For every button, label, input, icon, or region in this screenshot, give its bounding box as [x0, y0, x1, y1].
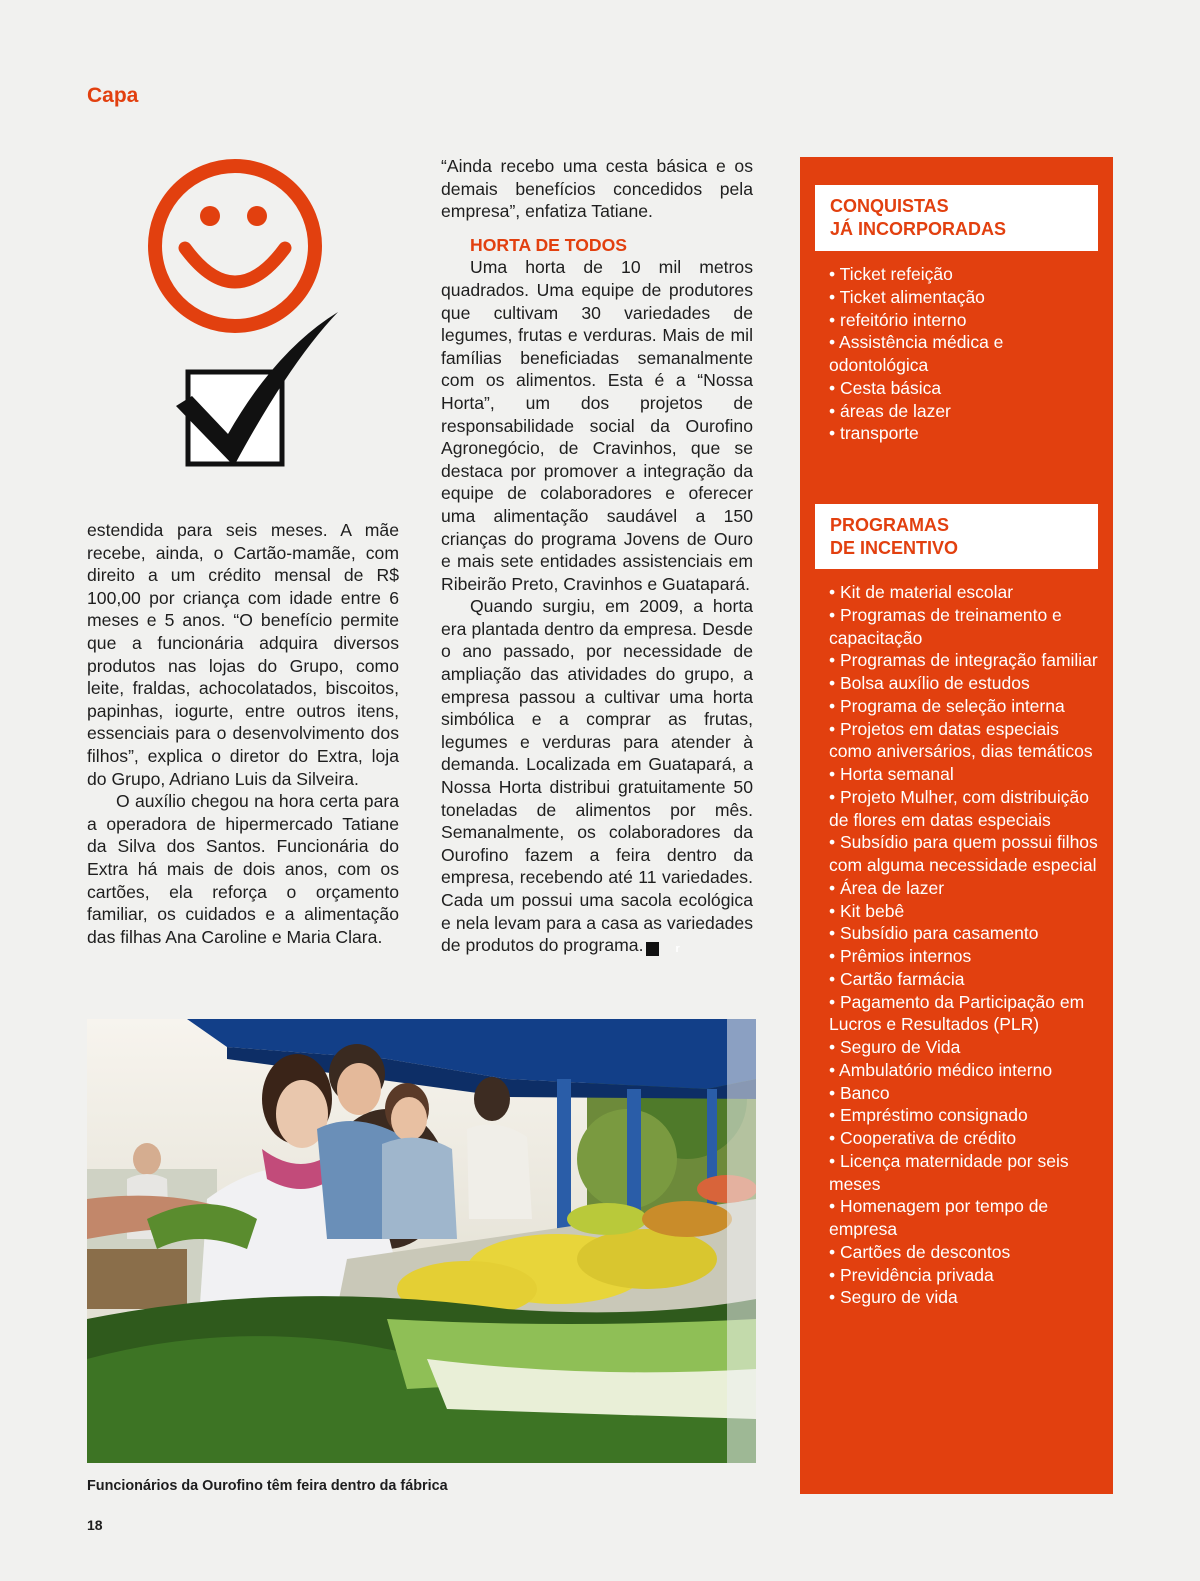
list-item: • Kit de material escolar [829, 582, 1014, 602]
sidebar-box-title [815, 504, 1098, 569]
paragraph: Uma horta de 10 mil metros quadrados. Uma equipe de produtores que cultivam 30 variedades de legumes, frutas e verduras. Mais de mil famílias beneficiadas semanalmente com os alimentos. Esta é a “Nossa Horta”, um dos projetos de responsabilidade social da Ourofino Agronegócio, de Cravinhos, que se destaca por promover a integração da equipe de colaboradores e oferecer uma alimentação saudável a 150 crianças do programa Jovens de Ouro e mais sete entidades assistenciais em Ribeirão Preto, Cravinhos e Guatapará. [441, 257, 753, 594]
list-item: • transporte [829, 423, 919, 444]
list-item: • Cartões de descontos [829, 1241, 1011, 1262]
market-photo-illustration [87, 1019, 756, 1463]
list-item: • Previdência privada [829, 1264, 994, 1285]
paragraph [441, 595, 753, 957]
list-item: • Programas de treinamento e capacitação [829, 604, 1062, 648]
end-of-article-icon: r [646, 942, 659, 956]
list-item: • Prêmios internos [829, 946, 972, 966]
list-item: • Projetos em datas especiais como aniversários, dias temáticos [829, 718, 1093, 762]
sidebar-box-title [815, 185, 1098, 251]
paragraph: O auxílio chegou na hora certa para a operadora de hipermercado Tatiane da Silva dos Santos. Funcionária do Extra há mais de dois anos, com os cartões, ela reforça o orçamento familiar, os cuidados e a alimentação das filhas Ana Caroline e Maria Clara. [87, 791, 399, 947]
section-label: Capa [87, 84, 139, 107]
list-item: • Área de lazer [829, 877, 945, 898]
market-photo [87, 1019, 756, 1463]
list-item: • Empréstimo consignado [829, 1105, 1028, 1126]
title-line: DE INCENTIVO [830, 538, 959, 558]
smiley-face-icon [145, 156, 325, 336]
sidebar-benefits [800, 157, 1113, 1494]
list-item: • Subsídio para quem possui filhos com alguma necessidade especial [829, 832, 1098, 875]
list-item: • Ambulatório médico interno [829, 1059, 1053, 1080]
list-item: • refeitório interno [829, 309, 967, 330]
list-item: • Licença maternidade por seis meses [829, 1150, 1069, 1194]
subheading: HORTA DE TODOS [470, 234, 628, 255]
list-item: • Cartão farmácia [829, 968, 965, 989]
list-item: • Seguro de Vida [829, 1037, 961, 1057]
list-item: • Bolsa auxílio de estudos [829, 673, 1030, 693]
list-item: • Pagamento da Participação em Lucros e Resultados (PLR) [829, 991, 1085, 1035]
list-item: • Programas de integração familiar [829, 650, 1098, 671]
checkmark-box-icon [172, 310, 344, 472]
list-item: • Ticket alimentação [829, 286, 985, 307]
list-item: • Projeto Mulher, com distribuição de flores em datas especiais [829, 786, 1089, 830]
list-item: • Banco [829, 1082, 890, 1103]
conquistas-list [829, 263, 1105, 445]
list-item: • Homenagem por tempo de empresa [829, 1196, 1049, 1239]
page-number: 18 [87, 1517, 103, 1533]
list-item: • Kit bebê [829, 900, 905, 921]
list-item: • Ticket refeição [829, 264, 953, 284]
list-item: • Assistência médica e odontológica [829, 332, 1004, 375]
paragraph: estendida para seis meses. A mãe recebe, ainda, o Cartão-mamãe, com direito a um crédito mensal de R$ 100,00 por criança com idade entre 6 meses e 5 anos. “O benefício permite que a funcionária adquira diversos produtos nas lojas do Grupo, como leite, fraldas, achocolatados, biscoitos, papinhas, iogurte, entre outros itens, essenciais para o desenvolvimento dos filhos”, explica o diretor do Extra, loja do Grupo, Adriano Luis da Silveira. [87, 520, 399, 789]
list-item: • Cooperativa de crédito [829, 1128, 1017, 1148]
programas-list [829, 581, 1105, 1309]
list-item: • Programa de seleção interna [829, 695, 1065, 716]
paragraph: “Ainda recebo uma cesta básica e os demais benefícios concedidos pela empresa”, enfatiza Tatiane. [441, 156, 753, 222]
list-item: • Subsídio para casamento [829, 923, 1039, 944]
list-item: • áreas de lazer [829, 400, 951, 421]
title-line: PROGRAMAS [830, 515, 950, 535]
article-column-middle [441, 155, 753, 957]
list-item: • Seguro de vida [829, 1287, 958, 1308]
title-line: JÁ INCORPORADAS [830, 219, 1007, 239]
title-line: CONQUISTAS [830, 196, 949, 216]
paragraph-text: Quando surgiu, em 2009, a horta era plantada dentro da empresa. Desde o ano passado, por necessidade de ampliação das atividades do grupo, a empresa passou a cultivar uma horta simbólica e a comprar as frutas, legumes e verduras para atender à demanda. Localizada em Guatapará, a Nossa Horta distribui gratuitamente 50 toneladas de alimentos por mês. Semanalmente, os colaboradores da Ourofino fazem a feira dentro da empresa, recebendo até 11 variedades. Cada um possui uma sacola ecológica e nela levam para a casa as variedades de produtos do programa. [441, 596, 753, 956]
list-item: • Cesta básica [829, 377, 942, 398]
list-item: • Horta semanal [829, 764, 954, 784]
article-column-left [87, 519, 399, 948]
photo-caption: Funcionários da Ourofino têm feira dentro da fábrica [87, 1478, 448, 1494]
